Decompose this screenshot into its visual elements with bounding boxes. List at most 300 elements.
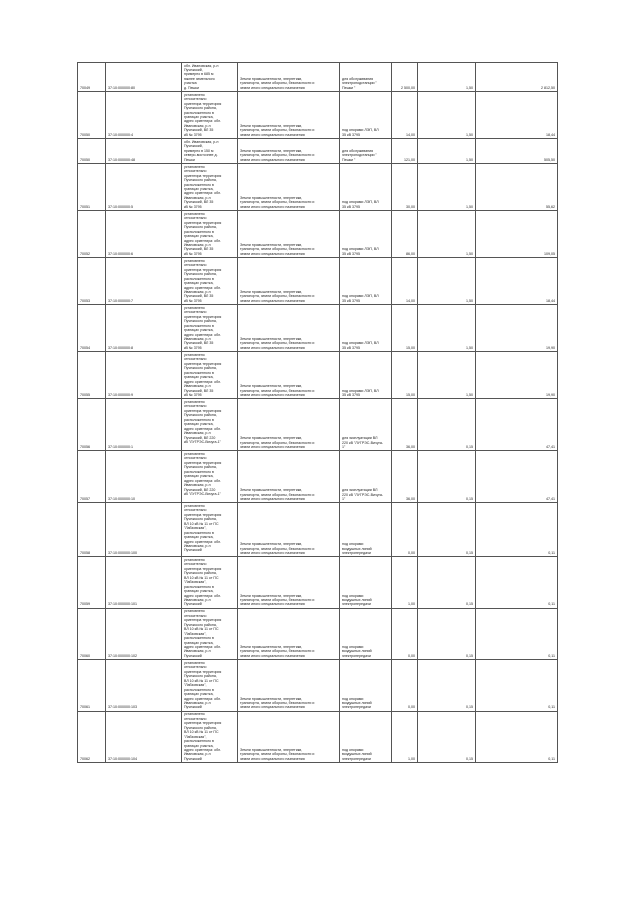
address-cell-line: ориентира территория xyxy=(184,669,222,674)
address-cell-line: относительно xyxy=(184,263,207,268)
address-cell-line: Ивановская, р-н xyxy=(184,597,211,602)
address-cell-line: адрес ориентира: обл. xyxy=(184,747,222,752)
address-cell-line: северо-восточнее д. xyxy=(184,153,218,158)
address-cell-line: адрес ориентира: обл. xyxy=(184,332,222,337)
address-cell-line: ВЛ 10 кВ № 11 от ПС xyxy=(184,678,219,683)
table-row xyxy=(78,503,558,557)
rate-cell: 1,50 xyxy=(418,258,476,305)
permitted-use-cell xyxy=(340,305,392,352)
permitted-use-cell-line: электропередачи xyxy=(342,653,371,658)
permitted-use-cell-line: воздушных линий xyxy=(342,649,372,654)
land-category-cell-line: Земли промышленности, энергетики, xyxy=(240,123,303,128)
sum-cell: 18,44 xyxy=(476,92,558,139)
address-cell-line: Пучежский xyxy=(184,653,202,658)
address-cell-line: Пучежского района, xyxy=(184,366,217,371)
address-cell-line: расположенного в xyxy=(184,584,214,589)
permitted-use-cell-line: 220 кВ "ЛУГРЭС-Вичуга- xyxy=(342,492,384,497)
rate-cell: 1,50 xyxy=(418,211,476,258)
area-cell: 1,00 xyxy=(392,557,418,608)
address-cell-line: Пешки xyxy=(184,157,195,162)
address-cell-line: Пучежского района, xyxy=(184,106,217,111)
row-id-cell: 70059 xyxy=(78,557,106,608)
address-cell-line: установлено xyxy=(184,164,205,169)
address-cell-line: границах участка, xyxy=(184,640,214,645)
address-cell-line: ориентира территория xyxy=(184,267,222,272)
land-category-cell xyxy=(238,711,340,762)
address-cell xyxy=(182,305,238,352)
address-cell-line: границах участка, xyxy=(184,328,214,333)
land-category-cell-line: земли иного специального назначения xyxy=(240,392,305,397)
cadastral-number-cell: 37:10:000000:101 xyxy=(106,557,182,608)
permitted-use-cell-line: воздушных линий xyxy=(342,700,372,705)
area-cell: 86,00 xyxy=(392,211,418,258)
address-cell-line: примерно в 685 м xyxy=(184,72,214,77)
address-cell-line: кВ № 3795 xyxy=(184,298,202,303)
permitted-use-cell xyxy=(340,711,392,762)
land-category-cell-line: транспорта, земли обороны, безопасности и xyxy=(240,341,315,346)
land-category-cell-line: транспорта, земли обороны, безопасности и xyxy=(240,388,315,393)
table-row xyxy=(78,352,558,399)
address-cell-line: Пучежский, ВЛ 220 xyxy=(184,435,216,440)
address-cell-line: ориентира территория xyxy=(184,220,222,225)
permitted-use-cell-line: 1" xyxy=(342,444,346,449)
rate-cell: 1,50 xyxy=(418,139,476,164)
permitted-use-cell xyxy=(340,211,392,258)
address-cell-line: Пучежский xyxy=(184,602,202,607)
land-category-cell-line: земли иного специального назначения xyxy=(240,132,305,137)
address-cell xyxy=(182,451,238,503)
address-cell-line: Пучежского района, xyxy=(184,272,217,277)
land-category-cell xyxy=(238,608,340,659)
address-cell-line: расположенного в xyxy=(184,110,214,115)
land-category-cell-line: земли иного специального назначения xyxy=(240,298,305,303)
permitted-use-cell xyxy=(340,399,392,451)
address-cell-line: относительно xyxy=(184,97,207,102)
land-category-cell-line: транспорта, земли обороны, безопасности и xyxy=(240,81,315,86)
area-cell: 15,00 xyxy=(392,352,418,399)
address-cell-line: относительно xyxy=(184,508,207,513)
address-cell-line: адрес ориентира: обл. xyxy=(184,593,222,598)
address-cell-line: относительно xyxy=(184,310,207,315)
address-cell-line: кВ № 3795 xyxy=(184,132,202,137)
address-cell-line: ВЛ 10 кВ № 11 от ПС xyxy=(184,575,219,580)
address-cell-line: относительно xyxy=(184,357,207,362)
address-cell-line: ориентира территория xyxy=(184,101,222,106)
address-cell-line: Ивановская, р-н xyxy=(184,431,211,436)
rate-cell: 0,15 xyxy=(418,451,476,503)
sum-cell: 0,11 xyxy=(476,608,558,659)
area-cell: 15,00 xyxy=(392,305,418,352)
address-cell-line: расположенного в xyxy=(184,687,214,692)
land-category-cell-line: земли иного специального назначения xyxy=(240,550,305,555)
permitted-use-cell xyxy=(340,608,392,659)
sum-cell: 0,11 xyxy=(476,660,558,711)
permitted-use-cell-line: для эксплуатации ВЛ xyxy=(342,436,378,441)
land-category-cell xyxy=(238,660,340,711)
permitted-use-cell-line: воздушных линий xyxy=(342,752,372,757)
permitted-use-cell-line: 35 кВ 3795 xyxy=(342,251,360,256)
address-cell-line: ориентира территория xyxy=(184,566,222,571)
permitted-use-cell-line: под опорами ЛЭП, ВЛ xyxy=(342,294,379,299)
table-row xyxy=(78,451,558,503)
land-category-cell-line: земли иного специального назначения xyxy=(240,85,305,90)
land-category-cell-line: транспорта, земли обороны, безопасности и xyxy=(240,649,315,654)
address-cell-line: расположенного в xyxy=(184,636,214,641)
address-cell xyxy=(182,399,238,451)
address-cell-line: ВЛ 10 кВ № 11 от ПС xyxy=(184,521,219,526)
sum-cell: 19,90 xyxy=(476,305,558,352)
address-cell-line: расположенного в xyxy=(184,276,214,281)
table-row xyxy=(78,399,558,451)
permitted-use-cell-line: под опорами ЛЭП, ВЛ xyxy=(342,200,379,205)
address-cell-line: "Лабзовская", xyxy=(184,734,207,739)
address-cell-line: Пучежский, ВЛ 35 xyxy=(184,128,214,133)
rate-cell: 0,15 xyxy=(418,711,476,762)
permitted-use-cell-line: под опорами ЛЭП, ВЛ xyxy=(342,341,379,346)
address-cell-line: расположенного в xyxy=(184,469,214,474)
area-cell: 0,00 xyxy=(392,608,418,659)
address-cell-line: адрес ориентира: обл. xyxy=(184,285,222,290)
cadastral-number-cell: 37:10:000000:104 xyxy=(106,711,182,762)
land-category-cell-line: Земли промышленности, энергетики, xyxy=(240,76,303,81)
cadastral-number-cell: 37:10:000000:10 xyxy=(106,451,182,503)
area-cell: 14,00 xyxy=(392,258,418,305)
cadastral-number-cell: 37:10:000000:8 xyxy=(106,305,182,352)
address-cell-line: Пучежский, xyxy=(184,67,203,72)
land-category-cell-line: Земли промышленности, энергетики, xyxy=(240,593,303,598)
address-cell-line: границах участка, xyxy=(184,114,214,119)
address-cell-line: ориентира территория xyxy=(184,173,222,178)
row-id-cell: 70049 xyxy=(78,63,106,92)
address-cell-line: адрес ориентира: обл. xyxy=(184,119,222,124)
land-category-cell-line: транспорта, земли обороны, безопасности и xyxy=(240,153,315,158)
sum-cell: 47,41 xyxy=(476,451,558,503)
permitted-use-cell-line: электропередачи xyxy=(342,705,371,710)
rate-cell: 0,15 xyxy=(418,557,476,608)
land-category-cell-line: Земли промышленности, энергетики, xyxy=(240,337,303,342)
address-cell-line: адрес ориентира: обл. xyxy=(184,379,222,384)
permitted-use-cell-line: под опорами xyxy=(342,696,364,701)
land-category-cell-line: транспорта, земли обороны, безопасности и xyxy=(240,294,315,299)
land-category-cell-line: Земли промышленности, энергетики, xyxy=(240,436,303,441)
address-cell-line: Пучежский, ВЛ 35 xyxy=(184,388,214,393)
area-cell: 36,00 xyxy=(392,451,418,503)
address-cell-line: относительно xyxy=(184,716,207,721)
address-cell-line: установлено xyxy=(184,609,205,614)
address-cell xyxy=(182,711,238,762)
sum-cell: 2 812,50 xyxy=(476,63,558,92)
land-category-cell-line: Земли промышленности, энергетики, xyxy=(240,696,303,701)
address-cell-line: установлено xyxy=(184,660,205,665)
address-cell-line: ориентира территория xyxy=(184,721,222,726)
permitted-use-cell xyxy=(340,164,392,211)
area-cell: 121,00 xyxy=(392,139,418,164)
row-id-cell: 70051 xyxy=(78,164,106,211)
address-cell-line: установлено xyxy=(184,557,205,562)
address-cell-line: адрес ориентира: обл. xyxy=(184,191,222,196)
row-id-cell: 70053 xyxy=(78,258,106,305)
land-category-cell-line: Земли промышленности, энергетики, xyxy=(240,242,303,247)
address-cell-line: Пучежский, xyxy=(184,144,203,149)
land-category-cell-line: земли иного специального назначения xyxy=(240,602,305,607)
address-cell-line: "Лабзовская", xyxy=(184,580,207,585)
address-cell xyxy=(182,352,238,399)
permitted-use-cell-line: электропередачи xyxy=(342,550,371,555)
permitted-use-cell xyxy=(340,92,392,139)
address-cell-line: участка xyxy=(184,81,197,86)
address-cell-line: установлено xyxy=(184,451,205,456)
permitted-use-cell-line: 35 кВ 3795 xyxy=(342,132,360,137)
address-cell-line: кВ № 3795 xyxy=(184,204,202,209)
permitted-use-cell-line: электроподстанции " xyxy=(342,153,377,158)
address-cell-line: южнее земельного xyxy=(184,76,215,81)
address-cell-line: границах участка, xyxy=(184,743,214,748)
address-cell-line: относительно xyxy=(184,562,207,567)
land-category-cell-line: Земли промышленности, энергетики, xyxy=(240,542,303,547)
cadastral-number-cell: 37:10:000000:7 xyxy=(106,258,182,305)
sum-cell: 0,11 xyxy=(476,711,558,762)
land-category-cell xyxy=(238,211,340,258)
land-category-cell-line: транспорта, земли обороны, безопасности и xyxy=(240,440,315,445)
address-cell-line: Пучежский xyxy=(184,548,202,553)
row-id-cell: 70050 xyxy=(78,92,106,139)
land-category-cell xyxy=(238,352,340,399)
address-cell-line: расположенного в xyxy=(184,417,214,422)
address-cell-line: расположенного в xyxy=(184,739,214,744)
permitted-use-cell-line: 35 кВ 3795 xyxy=(342,392,360,397)
land-category-cell-line: транспорта, земли обороны, безопасности и xyxy=(240,247,315,252)
rate-cell: 1,50 xyxy=(418,305,476,352)
land-category-cell-line: земли иного специального назначения xyxy=(240,345,305,350)
address-cell-line: установлено xyxy=(184,92,205,97)
row-id-cell: 70062 xyxy=(78,711,106,762)
land-category-cell-line: Земли промышленности, энергетики, xyxy=(240,645,303,650)
permitted-use-cell-line: 35 кВ 3795 xyxy=(342,204,360,209)
permitted-use-cell-line: электропередачи xyxy=(342,756,371,761)
land-category-cell-line: земли иного специального назначения xyxy=(240,496,305,501)
permitted-use-cell-line: воздушных линий xyxy=(342,597,372,602)
permitted-use-cell-line: под опорами ЛЭП, ВЛ xyxy=(342,388,379,393)
address-cell-line: ориентира территория xyxy=(184,361,222,366)
address-cell-line: Ивановская, р-н xyxy=(184,195,211,200)
address-cell-line: Пучежского района, xyxy=(184,225,217,230)
address-cell-line: кВ № 3795 xyxy=(184,345,202,350)
land-category-cell xyxy=(238,164,340,211)
address-cell-line: Ивановская, р-н xyxy=(184,289,211,294)
permitted-use-cell xyxy=(340,503,392,557)
rate-cell: 1,50 xyxy=(418,164,476,211)
address-cell-line: относительно xyxy=(184,613,207,618)
sum-cell: 109,05 xyxy=(476,211,558,258)
address-cell-line: границах участка, xyxy=(184,375,214,380)
area-cell: 36,00 xyxy=(392,399,418,451)
cadastral-number-cell: 37:10:000000:9 xyxy=(106,352,182,399)
row-id-cell: 70061 xyxy=(78,660,106,711)
address-cell xyxy=(182,608,238,659)
address-cell-line: "Лабзовская", xyxy=(184,526,207,531)
address-cell-line: Пучежский xyxy=(184,756,202,761)
address-cell-line: адрес ориентира: обл. xyxy=(184,696,222,701)
address-cell-line: кВ № 3795 xyxy=(184,392,202,397)
address-cell-line: границах участка, xyxy=(184,692,214,697)
land-category-cell-line: транспорта, земли обороны, безопасности и xyxy=(240,546,315,551)
address-cell-line: Ивановская, р-н xyxy=(184,649,211,654)
land-category-cell xyxy=(238,92,340,139)
address-cell-line: относительно xyxy=(184,169,207,174)
row-id-cell: 70054 xyxy=(78,305,106,352)
table-row xyxy=(78,258,558,305)
table-row xyxy=(78,711,558,762)
address-cell-line: Пучежского района, xyxy=(184,465,217,470)
land-category-cell xyxy=(238,451,340,503)
area-cell: 0,00 xyxy=(392,660,418,711)
address-cell-line: относительно xyxy=(184,404,207,409)
address-cell xyxy=(182,503,238,557)
land-category-cell xyxy=(238,557,340,608)
address-cell-line: ориентира территория xyxy=(184,314,222,319)
table-row xyxy=(78,63,558,92)
address-cell xyxy=(182,92,238,139)
address-cell-line: адрес ориентира: обл. xyxy=(184,539,222,544)
address-cell-line: Ивановская, р-н xyxy=(184,700,211,705)
address-cell xyxy=(182,164,238,211)
cadastral-number-cell: 37:10:000000:103 xyxy=(106,660,182,711)
permitted-use-cell-line: под опорами ЛЭП, ВЛ xyxy=(342,247,379,252)
permitted-use-cell-line: под опорами ЛЭП, ВЛ xyxy=(342,128,379,133)
address-cell-line: обл. Ивановская, р-н xyxy=(184,139,219,144)
address-cell-line: Пучежский, ВЛ 35 xyxy=(184,247,214,252)
table-row xyxy=(78,92,558,139)
address-cell xyxy=(182,258,238,305)
address-cell-line: Пучежский xyxy=(184,705,202,710)
permitted-use-cell-line: электроподстанции " xyxy=(342,81,377,86)
permitted-use-cell-line: под опорами xyxy=(342,542,364,547)
land-category-cell xyxy=(238,503,340,557)
permitted-use-cell xyxy=(340,258,392,305)
cadastral-number-cell: 37:10:000000:102 xyxy=(106,608,182,659)
address-cell-line: Пучежский, ВЛ 35 xyxy=(184,294,214,299)
address-cell xyxy=(182,557,238,608)
address-cell-line: Пучежский, ВЛ 220 xyxy=(184,487,216,492)
land-category-cell xyxy=(238,305,340,352)
address-cell-line: Пучежский, ВЛ 35 xyxy=(184,200,214,205)
address-cell-line: установлено xyxy=(184,712,205,717)
cadastral-number-cell: 37:10:000000:1 xyxy=(106,399,182,451)
land-category-cell-line: Земли промышленности, энергетики, xyxy=(240,384,303,389)
land-category-cell-line: земли иного специального назначения xyxy=(240,705,305,710)
address-cell-line: расположенного в xyxy=(184,229,214,234)
address-cell-line: установлено xyxy=(184,258,205,263)
address-cell-line: адрес ориентира: обл. xyxy=(184,645,222,650)
address-cell-line: относительно xyxy=(184,456,207,461)
table-row xyxy=(78,211,558,258)
land-category-cell-line: Земли промышленности, энергетики, xyxy=(240,289,303,294)
cadastral-number-cell: 37:10:000000:6 xyxy=(106,211,182,258)
row-id-cell: 70056 xyxy=(78,399,106,451)
permitted-use-cell-line: для обслуживания xyxy=(342,76,374,81)
table-row xyxy=(78,557,558,608)
land-category-cell-line: земли иного специального назначения xyxy=(240,251,305,256)
land-category-cell-line: земли иного специального назначения xyxy=(240,204,305,209)
land-category-cell-line: земли иного специального назначения xyxy=(240,653,305,658)
land-category-cell-line: транспорта, земли обороны, безопасности и xyxy=(240,200,315,205)
permitted-use-cell-line: Пешки " xyxy=(342,85,356,90)
permitted-use-cell-line: 220 кВ "ЛУГРЭС-Вичуга- xyxy=(342,440,384,445)
cadastral-number-cell: 37:10:000000:5 xyxy=(106,164,182,211)
land-category-cell xyxy=(238,63,340,92)
address-cell-line: Ивановская, р-н xyxy=(184,483,211,488)
table-row xyxy=(78,164,558,211)
address-cell-line: расположенного в xyxy=(184,182,214,187)
permitted-use-cell-line: Пешки " xyxy=(342,157,356,162)
permitted-use-cell-line: для обслуживания xyxy=(342,148,374,153)
cadastral-number-cell: 37:10:000000:100 xyxy=(106,503,182,557)
address-cell-line: границах участка, xyxy=(184,234,214,239)
rate-cell: 0,15 xyxy=(418,608,476,659)
address-cell-line: установлено xyxy=(184,211,205,216)
address-cell-line: ВЛ 10 кВ № 11 от ПС xyxy=(184,730,219,735)
address-cell-line: Ивановская, р-н xyxy=(184,752,211,757)
land-category-cell-line: Земли промышленности, энергетики, xyxy=(240,148,303,153)
permitted-use-cell-line: 35 кВ 3795 xyxy=(342,345,360,350)
address-cell-line: обл. Ивановская, р-н xyxy=(184,63,219,68)
land-category-cell xyxy=(238,399,340,451)
land-category-cell xyxy=(238,139,340,164)
cadastral-number-cell: 37:10:000000:48 xyxy=(106,139,182,164)
sum-cell: 55,62 xyxy=(476,164,558,211)
address-cell-line: расположенного в xyxy=(184,323,214,328)
land-category-cell xyxy=(238,258,340,305)
land-category-cell-line: земли иного специального назначения xyxy=(240,157,305,162)
rate-cell: 0,15 xyxy=(418,660,476,711)
land-category-cell-line: транспорта, земли обороны, безопасности и xyxy=(240,492,315,497)
address-cell-line: Ивановская, р-н xyxy=(184,242,211,247)
address-cell-line: "Лабзовская", xyxy=(184,683,207,688)
address-cell-line: ориентира территория xyxy=(184,408,222,413)
permitted-use-cell xyxy=(340,451,392,503)
address-cell-line: адрес ориентира: обл. xyxy=(184,426,222,431)
address-cell-line: примерно в 150 м xyxy=(184,148,214,153)
land-category-cell-line: Земли промышленности, энергетики, xyxy=(240,488,303,493)
rate-cell: 1,50 xyxy=(418,92,476,139)
address-cell-line: расположенного в xyxy=(184,370,214,375)
permitted-use-cell xyxy=(340,352,392,399)
cadastral-number-cell: 37:10:000000:4 xyxy=(106,92,182,139)
address-cell-line: установлено xyxy=(184,399,205,404)
permitted-use-cell-line: для эксплуатации ВЛ xyxy=(342,488,378,493)
permitted-use-cell-line: воздушных линий xyxy=(342,546,372,551)
address-cell-line: кВ "ЛУГРЭС-Вичуга-1" xyxy=(184,491,221,496)
table-row xyxy=(78,660,558,711)
area-cell: 14,00 xyxy=(392,92,418,139)
address-cell-line: ориентира территория xyxy=(184,618,222,623)
address-cell xyxy=(182,139,238,164)
address-cell-line: Пучежского района, xyxy=(184,725,217,730)
land-category-cell-line: транспорта, земли обороны, безопасности и xyxy=(240,597,315,602)
address-cell-line: Пучежского района, xyxy=(184,319,217,324)
table-row xyxy=(78,305,558,352)
land-category-cell-line: земли иного специального назначения xyxy=(240,756,305,761)
address-cell-line: "Лабзовская", xyxy=(184,631,207,636)
address-cell-line: адрес ориентира: обл. xyxy=(184,238,222,243)
row-id-cell: 70050 xyxy=(78,139,106,164)
land-plots-table xyxy=(77,62,558,763)
address-cell-line: установлено xyxy=(184,503,205,508)
address-cell-line: кВ № 3795 xyxy=(184,251,202,256)
permitted-use-cell-line: электропередачи xyxy=(342,602,371,607)
permitted-use-cell xyxy=(340,660,392,711)
address-cell-line: границах участка, xyxy=(184,187,214,192)
